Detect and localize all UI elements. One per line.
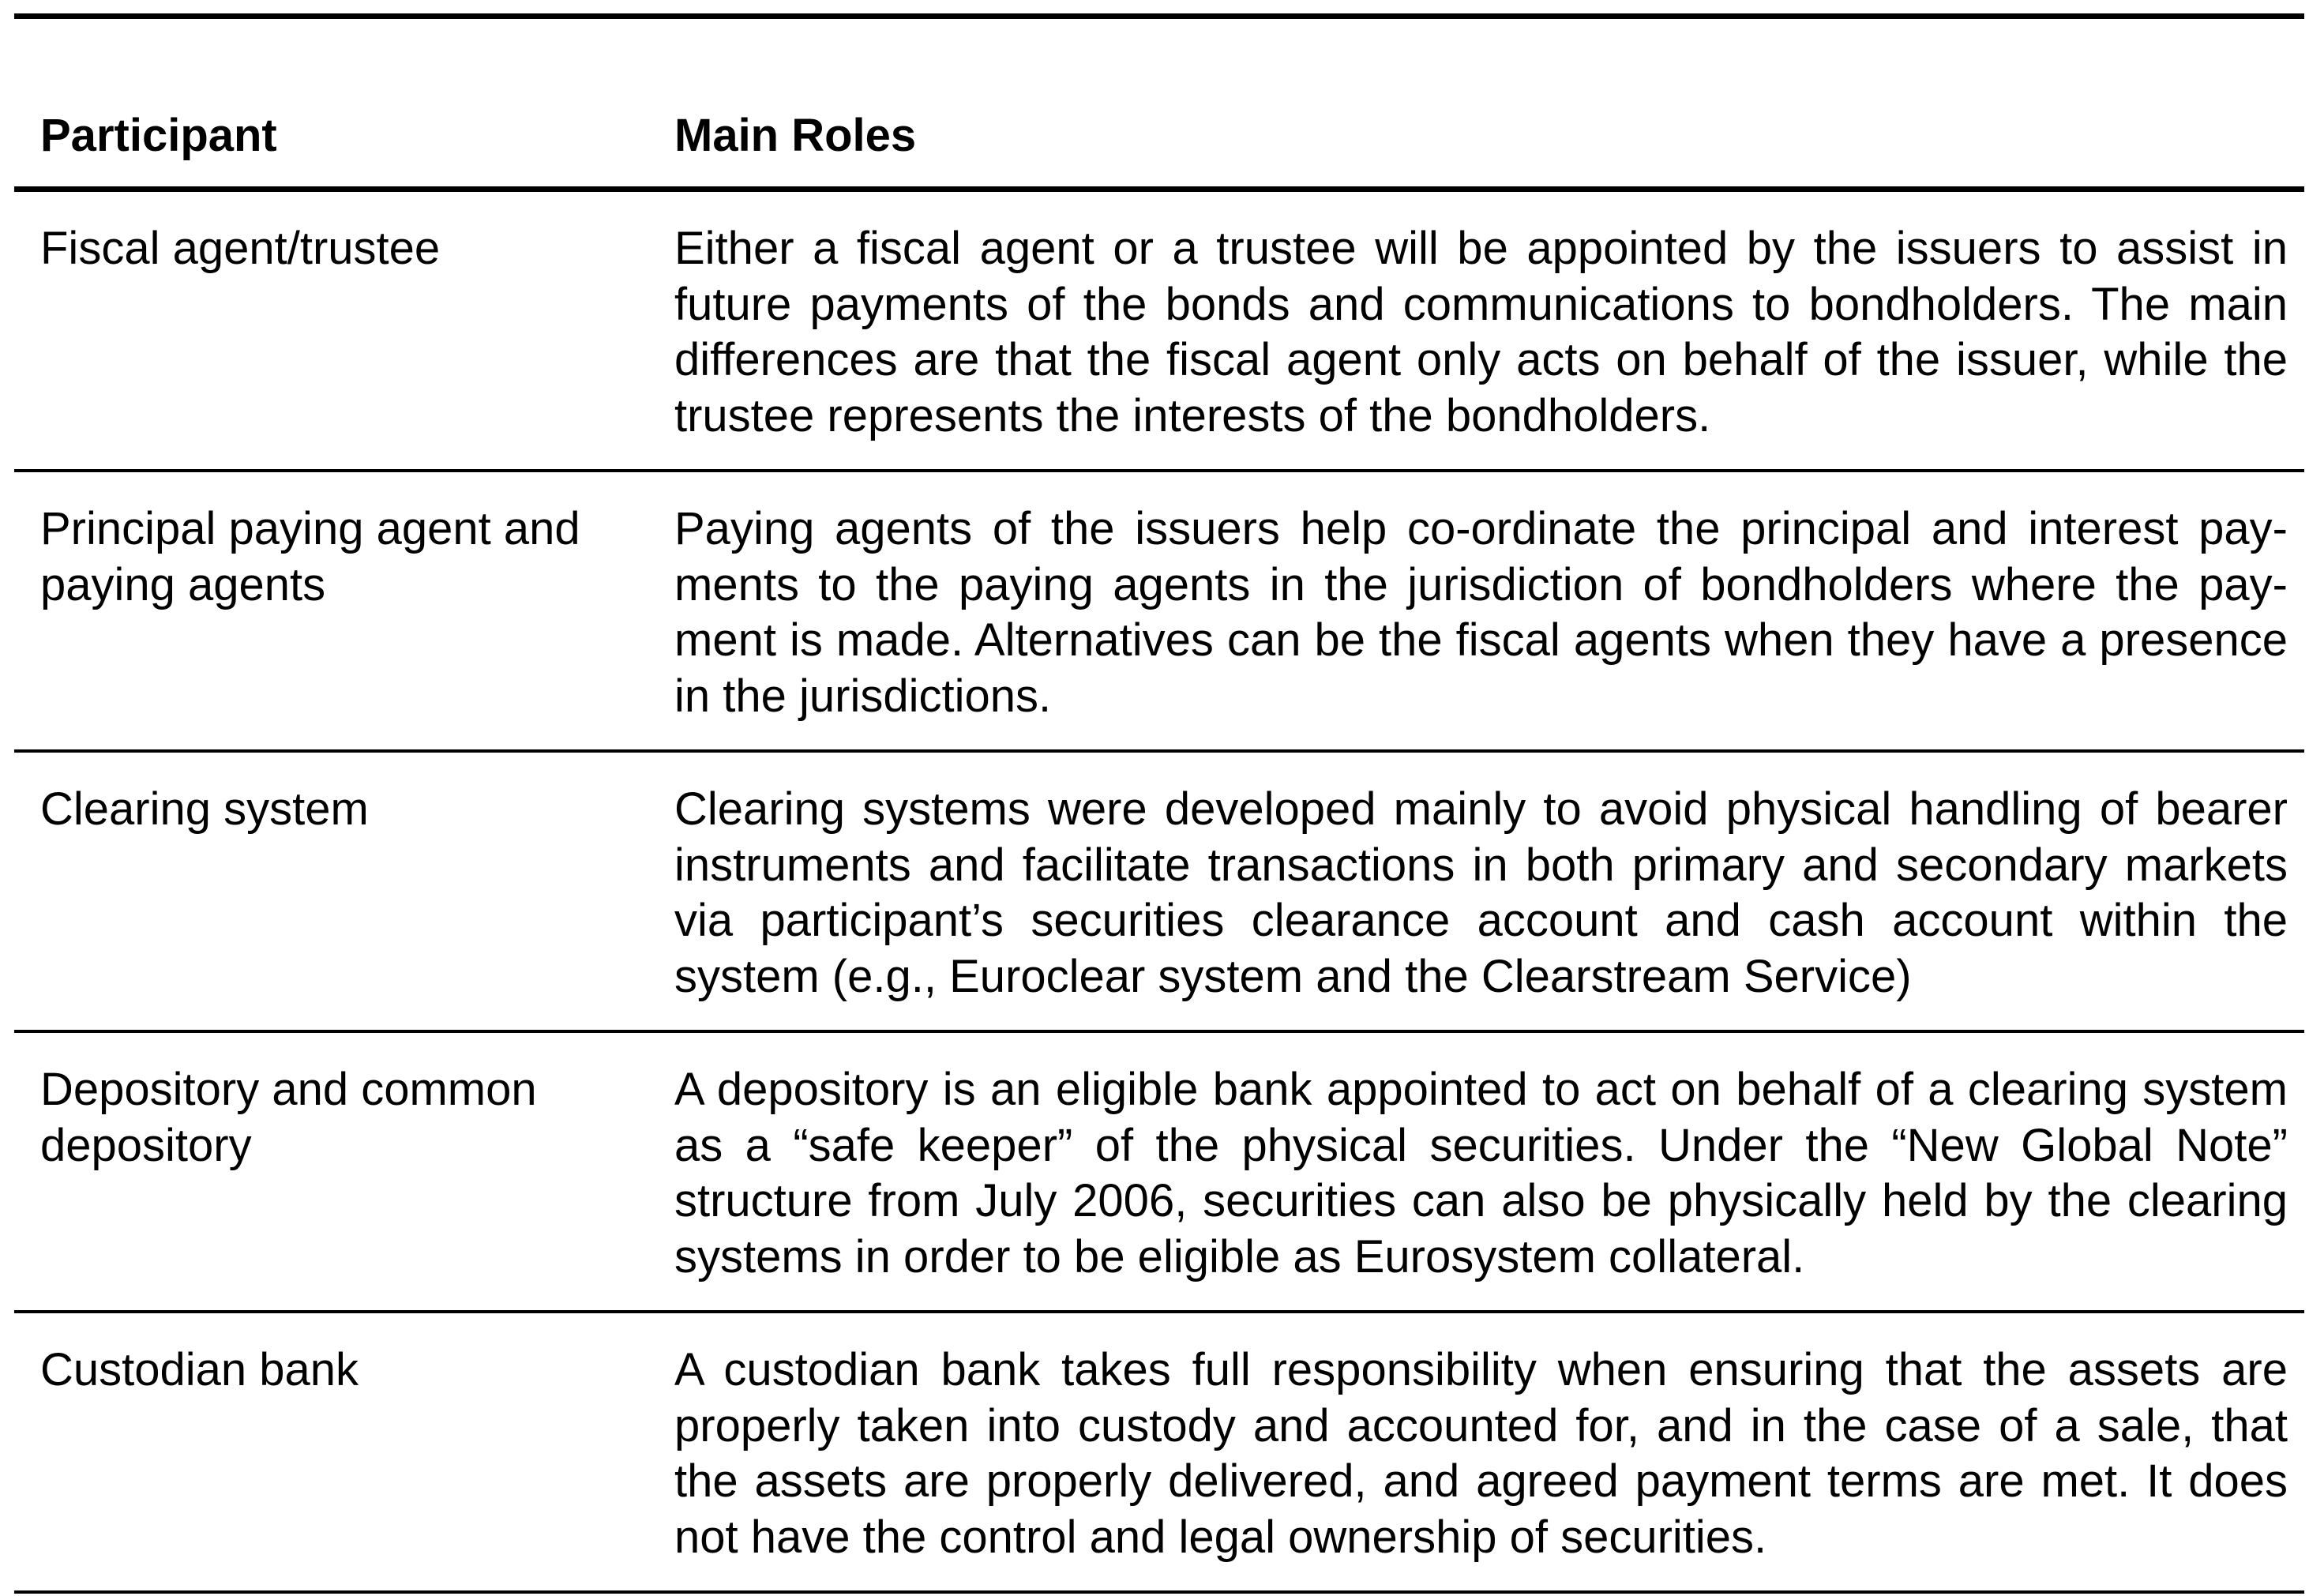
participants-roles-table xyxy=(14,13,2304,1594)
main-roles-cell: Paying agents of the issuers help co-ordinate the principal and interest payments to the paying agents in the jurisdiction of bondholders where the payment is made. Alternatives can be the fiscal agents when they have a presence in the jurisdictions. xyxy=(674,503,2288,722)
table-top-rule xyxy=(14,13,2304,19)
table-row xyxy=(14,753,2304,1033)
participant-cell: Clearing system xyxy=(40,783,369,835)
table-row xyxy=(14,192,2304,472)
table-row xyxy=(14,1033,2304,1313)
table-row xyxy=(14,1313,2304,1594)
participant-cell: Principal paying agent and paying agents xyxy=(40,503,580,610)
main-roles-cell: Either a fiscal agent or a trustee will be appointed by the issuers to assist in future payments of the bonds and communications to bondholders. The main differences are that the fiscal agent only acts on behalf of the issuer, while the trustee represents the interests of the bondholders. xyxy=(674,223,2288,441)
table-header-row xyxy=(14,19,2304,192)
table-row xyxy=(14,472,2304,753)
main-roles-cell: Clearing systems were developed mainly to avoid physical handling of bearer instruments and facilitate transactions in both primary and secondary markets via participant’s securities clearance account and cash account within the system (e.g., Euroclear system and the Clearstream Service) xyxy=(674,783,2288,1002)
header-participant: Participant xyxy=(40,110,277,161)
main-roles-cell: A depository is an eligible bank appointed to act on behalf of a clearing system as a “safe keeper” of the physical securities. Under the “New Global Note” structure from July 2006, securities can also be physically held by the clearing systems in order to be eligible as Eurosystem collateral. xyxy=(674,1064,2288,1282)
participant-cell: Depository and common depository xyxy=(40,1064,537,1171)
header-main-roles: Main Roles xyxy=(674,110,917,161)
participant-cell: Custodian bank xyxy=(40,1344,359,1395)
participant-cell: Fiscal agent/trustee xyxy=(40,223,441,274)
main-roles-cell: A custodian bank takes full responsibility when ensuring that the assets are properly taken into custody and accounted for, and in the case of a sale, that the assets are properly delivered, and agreed payment terms are met. It does not have the control and legal ownership of securities. xyxy=(674,1344,2288,1563)
